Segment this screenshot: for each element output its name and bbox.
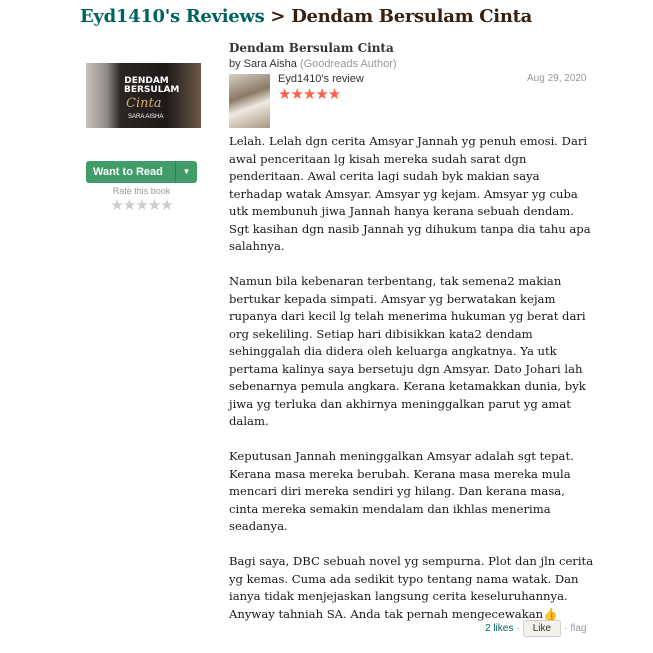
review-line: utk membunuh jiwa Jannah hanya kerana sebuah dendam.	[229, 204, 574, 218]
review-line: sehinggalah dia didera oleh keluarga angkatnya. Ya utk	[229, 344, 557, 358]
separator-dot: ·	[516, 623, 520, 634]
flag-link[interactable]: flag	[570, 623, 587, 634]
goodreads-author-tag: (Goodreads Author)	[299, 58, 397, 70]
rate-stars-input[interactable]: ★★★★★	[110, 197, 173, 214]
review-line: salahnya.	[229, 239, 285, 253]
cover-title-line1: DENDAM	[124, 76, 169, 86]
review-line: Bagi saya, DBC sebuah novel yg sempurna. Plot dan jln cerita	[229, 554, 594, 568]
author-link[interactable]: by Sara Aisha	[229, 58, 297, 70]
review-footer	[485, 620, 587, 637]
cover-title-line2: BERSULAM	[124, 85, 180, 95]
like-button[interactable]: Like	[523, 620, 561, 637]
review-paragraph	[229, 133, 589, 256]
page-title	[80, 6, 532, 27]
review-line: Namun bila kebenaran terbentang, tak semena2 makian	[229, 274, 562, 288]
shelf-dropdown-icon[interactable]: ▼	[175, 161, 197, 183]
reviewer-avatar[interactable]	[229, 74, 270, 128]
review-paragraph	[229, 448, 589, 536]
review-line: Anyway tahniah SA. Anda tak pernah mengecewakan👍	[229, 606, 558, 621]
cover-script: Cinta	[126, 96, 162, 111]
likes-count-link[interactable]: 2 likes	[485, 623, 514, 634]
review-line: dalam.	[229, 414, 269, 428]
book-title-heading: Dendam Bersulam Cinta	[291, 6, 533, 27]
review-line: yg kemas. Cuma ada sedikit typo tentang nama watak. Dan	[229, 571, 579, 586]
review-line: ianya tidak menjejaskan langsung cerita keseluruhannya.	[229, 589, 568, 603]
review-paragraph	[229, 273, 589, 431]
review-line: Lelah. Lelah dgn cerita Amsyar Jannah yg penuh emosi. Dari	[229, 134, 588, 148]
review-line: jiwa yg terluka dan akhirnya meninggalkan parut yg amat	[229, 396, 571, 411]
reviewer-name[interactable]: Eyd1410's review	[278, 73, 364, 85]
cover-title	[124, 76, 180, 95]
review-line: org sekeliling. Setiap hari dibisikkan kata2 dendam	[229, 326, 533, 341]
book-title-link[interactable]: Dendam Bersulam Cinta	[229, 41, 394, 55]
title-separator: >	[264, 6, 292, 27]
review-line: Kerana masa mereka berubah. Kerana masa mereka mula	[229, 466, 571, 481]
separator-dot: ·	[564, 623, 568, 634]
review-line: awal penceritaan lg kisah mereka sudah sarat dgn	[229, 151, 527, 166]
want-to-read-button-group	[86, 161, 197, 183]
book-author	[229, 58, 397, 70]
review-line: terhadap watak Amsyar. Amsyar yg kejam. Amsyar yg cuba	[229, 186, 578, 201]
review-line: Sgt kasihan dgn nasib Jannah yg dihukum tanpa dia tahu apa	[229, 221, 591, 236]
want-to-read-button[interactable]: Want to Read	[93, 166, 163, 178]
review-line: sebenarnya pemula angkara. Kerana ketamakkan dunia, byk	[229, 379, 586, 393]
review-date[interactable]: Aug 29, 2020	[527, 73, 587, 84]
rate-this-book-label: Rate this book	[112, 186, 171, 196]
book-cover[interactable]	[86, 63, 201, 128]
review-line: mencari diri mereka sendiri yg hilang. Dan kerana masa,	[229, 484, 565, 498]
review-line: pertama kalinya saya bersetuju dgn Amsyar. Dato Johari lah	[229, 361, 583, 376]
cover-author: SARA AISHA	[128, 114, 164, 120]
review-line: cinta mereka semakin mendalam dan ikhlas menerima	[229, 501, 551, 516]
review-paragraph	[229, 553, 594, 623]
user-reviews-link[interactable]: Eyd1410's Reviews	[80, 6, 265, 27]
review-body	[229, 133, 594, 641]
review-line: penderitaan. Awal cerita lagi sudah byk makian saya	[229, 169, 540, 183]
review-line: seadanya.	[229, 519, 288, 533]
review-line: rupanya dari kecil lg telah menerima hukuman yg berat dari	[229, 309, 586, 323]
review-line: bertukar kepada simpati. Amsyar yg berwatakan kejam	[229, 291, 556, 306]
review-line: Keputusan Jannah meninggalkan Amsyar adalah sgt tepat.	[229, 449, 574, 463]
review-rating-stars: ★★★★★	[278, 86, 341, 103]
